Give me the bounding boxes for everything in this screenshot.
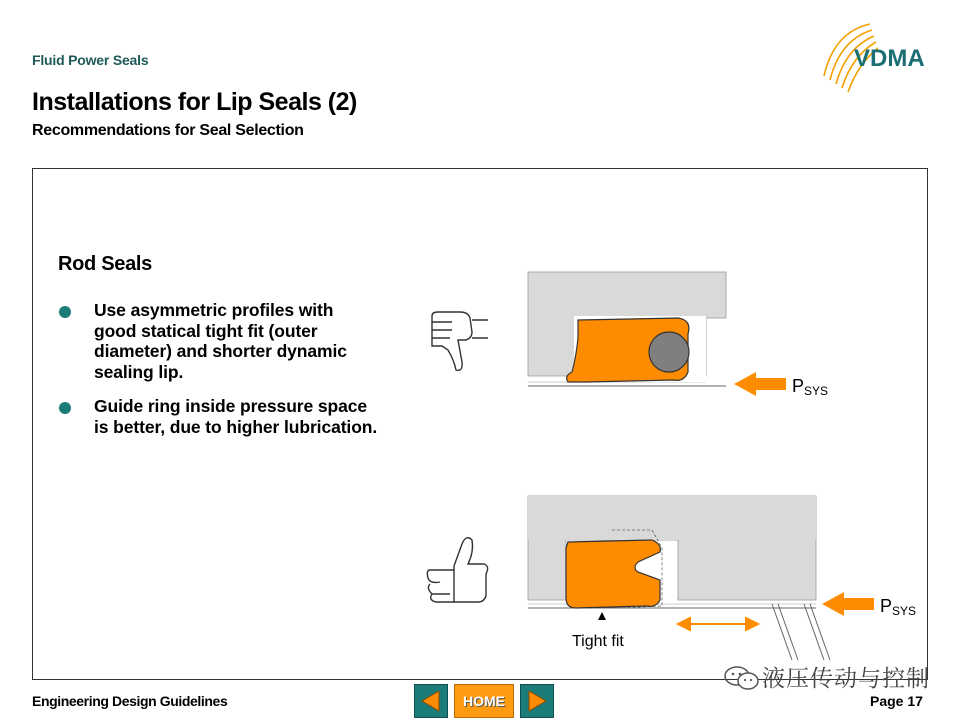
top-pressure-label: P: [792, 376, 805, 396]
good-installation-diagram: [427, 496, 916, 660]
triangle-right-icon: [521, 685, 553, 717]
page-subtitle: Recommendations for Seal Selection: [32, 122, 304, 139]
brand-line: Fluid Power Seals: [32, 52, 149, 68]
watermark-text: 液压传动与控制: [762, 666, 930, 692]
triangle-left-icon: [415, 685, 447, 717]
wechat-icon: [722, 664, 762, 692]
bullet-text: Guide ring inside pressure space is better, due to higher lubrication.: [94, 396, 378, 437]
page-number: Page 17: [870, 693, 923, 709]
bullet-item: [58, 300, 378, 382]
top-pressure-sub: SYS: [804, 384, 829, 398]
bullet-list: [58, 300, 378, 451]
movement-arrow: [678, 618, 758, 630]
seal-diagram: [416, 268, 936, 668]
svg-text:PSYS: [792, 376, 828, 398]
bottom-pressure-sub: SYS: [892, 604, 917, 618]
footer-guidelines: Engineering Design Guidelines: [32, 693, 228, 709]
bullet-icon: [59, 306, 71, 318]
svg-text:PSYS: [880, 596, 916, 618]
previous-page-button[interactable]: [414, 684, 448, 718]
home-button[interactable]: HOME: [454, 684, 514, 718]
thumbs-down-icon: [432, 312, 488, 370]
bullet-icon: [59, 402, 71, 414]
section-title: Rod Seals: [58, 253, 152, 275]
next-page-button[interactable]: [520, 684, 554, 718]
thumbs-up-icon: [427, 538, 487, 602]
vdma-logo: [812, 18, 942, 98]
page-title: Installations for Lip Seals (2): [32, 88, 357, 116]
bottom-pressure-label: P: [880, 596, 893, 616]
logo-text: VDMA: [854, 45, 925, 72]
bullet-item: [58, 396, 378, 437]
bullet-text: Use asymmetric profiles with good statical tight fit (outer diameter) and shorter dynamic sealing lip.: [94, 300, 347, 382]
tight-fit-label: Tight fit: [572, 633, 624, 650]
bad-installation-diagram: [432, 272, 828, 398]
